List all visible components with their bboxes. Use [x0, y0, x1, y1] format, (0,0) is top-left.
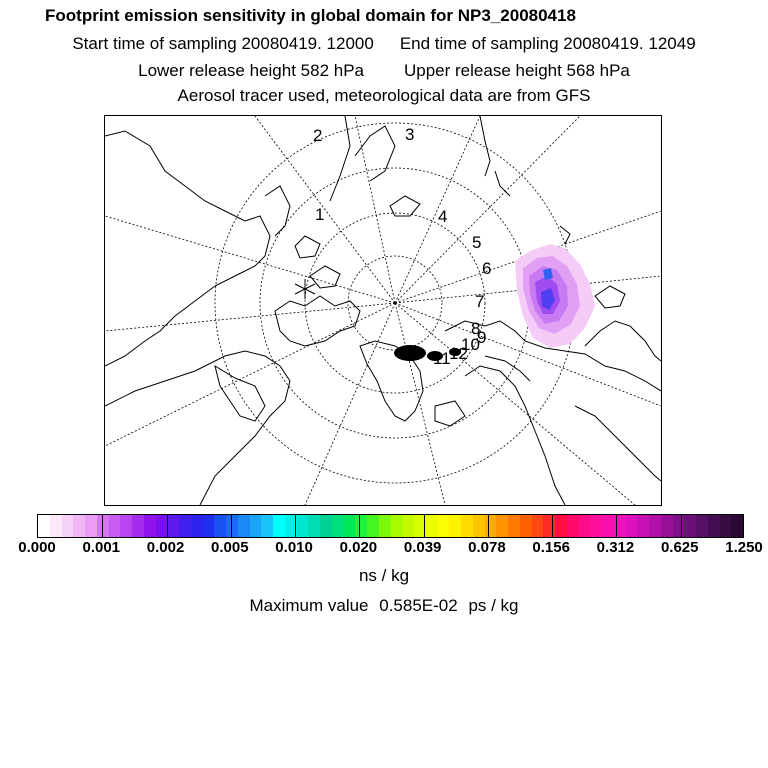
colorbar-swatch [308, 515, 320, 537]
colorbar-swatch [167, 515, 179, 537]
colorbar-swatch [120, 515, 132, 537]
colorbar-swatch [250, 515, 262, 537]
colorbar-tick-label: 0.625 [660, 539, 699, 556]
colorbar-swatch [426, 515, 438, 537]
colorbar-swatch [320, 515, 332, 537]
trajectory-label-1: 1 [315, 205, 325, 224]
maximum-value-label: Maximum value [249, 596, 369, 615]
colorbar-tick [424, 515, 425, 537]
map-canvas [105, 116, 661, 505]
colorbar-swatch [355, 515, 367, 537]
colorbar-swatch [449, 515, 461, 537]
colorbar-swatch [673, 515, 685, 537]
colorbar-swatch [214, 515, 226, 537]
colorbar-swatch [485, 515, 497, 537]
colorbar-tick-label: 0.001 [82, 539, 121, 556]
maximum-value [0, 596, 768, 616]
trajectory-label-7: 7 [475, 292, 485, 311]
colorbar-swatch [50, 515, 62, 537]
maximum-value-unit: ps / kg [468, 596, 519, 615]
colorbar-swatch [273, 515, 285, 537]
colorbar-swatch [238, 515, 250, 537]
colorbar-swatch [543, 515, 555, 537]
colorbar-swatch [109, 515, 121, 537]
colorbar-swatch [297, 515, 309, 537]
colorbar-swatch [73, 515, 85, 537]
colorbar-swatch [391, 515, 403, 537]
trajectory-label-10: 10 [461, 335, 480, 354]
colorbar-swatch [461, 515, 473, 537]
colorbar-swatch [649, 515, 661, 537]
end-time-label: End time of sampling 20080419. 12049 [399, 34, 696, 53]
colorbar-tick-label: 0.002 [146, 539, 185, 556]
colorbar-swatch [402, 515, 414, 537]
colorbar-swatch [637, 515, 649, 537]
trajectory-label-2: 2 [313, 126, 323, 145]
colorbar-tick-label: 0.020 [339, 539, 378, 556]
colorbar-tick [552, 515, 553, 537]
lower-release-label: Lower release height 582 hPa [138, 61, 364, 80]
colorbar-tick-label: 1.250 [725, 539, 763, 556]
colorbar-swatch [555, 515, 567, 537]
colorbar-swatch [344, 515, 356, 537]
colorbar-swatch [38, 515, 50, 537]
colorbar-swatch [520, 515, 532, 537]
colorbar-swatch [590, 515, 602, 537]
colorbar-tick-label: 0.000 [18, 539, 56, 556]
colorbar-tick-label: 0.312 [596, 539, 635, 556]
colorbar-swatch [261, 515, 273, 537]
plot-title: Footprint emission sensitivity in global domain for NP3_20080418 [45, 6, 576, 25]
colorbar-swatch [438, 515, 450, 537]
colorbar-swatch [508, 515, 520, 537]
colorbar-tick [231, 515, 232, 537]
colorbar-tick [488, 515, 489, 537]
trajectory-label-3: 3 [405, 125, 415, 144]
colorbar-swatch [379, 515, 391, 537]
colorbar-swatch [661, 515, 673, 537]
trajectory-label-8: 8 [471, 319, 481, 338]
colorbar-tick [616, 515, 617, 537]
colorbar-swatch [684, 515, 696, 537]
colorbar-tick [102, 515, 103, 537]
colorbar-swatch [62, 515, 74, 537]
colorbar-swatch [367, 515, 379, 537]
colorbar-swatch [579, 515, 591, 537]
colorbar-tick-label: 0.010 [275, 539, 313, 556]
colorbar-swatch [132, 515, 144, 537]
colorbar-tick [681, 515, 682, 537]
colorbar-swatch [85, 515, 97, 537]
colorbar-swatch [496, 515, 508, 537]
colorbar-tick-labels [0, 539, 768, 559]
trajectory-label-12: 12 [449, 344, 468, 363]
colorbar-swatch [532, 515, 544, 537]
colorbar-swatch [602, 515, 614, 537]
colorbar-tick [295, 515, 296, 537]
trajectory-label-5: 5 [472, 233, 482, 252]
colorbar-swatch [156, 515, 168, 537]
release-heights [0, 61, 768, 81]
colorbar-swatch [144, 515, 156, 537]
colorbar-swatch [473, 515, 485, 537]
trajectory-label-6: 6 [482, 259, 492, 278]
polar-map [104, 115, 662, 506]
tracer-note: Aerosol tracer used, meteorological data are from GFS [177, 86, 591, 105]
colorbar [37, 514, 744, 538]
colorbar-swatch [226, 515, 238, 537]
colorbar-swatch [696, 515, 708, 537]
colorbar-tick-label: 0.156 [532, 539, 570, 556]
colorbar-swatch [203, 515, 215, 537]
colorbar-swatch [720, 515, 732, 537]
trajectory-label-9: 9 [477, 328, 487, 347]
colorbar-swatch [567, 515, 579, 537]
colorbar-swatch [708, 515, 720, 537]
colorbar-swatch [191, 515, 203, 537]
trajectory-label-4: 4 [438, 207, 448, 226]
colorbar-tick [167, 515, 168, 537]
colorbar-swatch [731, 515, 743, 537]
colorbar-swatch [332, 515, 344, 537]
release-point-marker [295, 279, 315, 299]
colorbar-swatch [626, 515, 638, 537]
sampling-times [0, 34, 768, 54]
maximum-value-number: 0.585E-02 [379, 596, 458, 615]
colorbar-tick-label: 0.039 [403, 539, 442, 556]
upper-release-label: Upper release height 568 hPa [404, 61, 630, 80]
colorbar-tick-label: 0.005 [211, 539, 249, 556]
colorbar-unit: ns / kg [358, 566, 410, 585]
start-time-label: Start time of sampling 20080419. 12000 [72, 34, 374, 53]
colorbar-tick [359, 515, 360, 537]
colorbar-tick-label: 0.078 [468, 539, 506, 556]
colorbar-swatch [179, 515, 191, 537]
trajectory-label-11: 11 [433, 349, 451, 368]
